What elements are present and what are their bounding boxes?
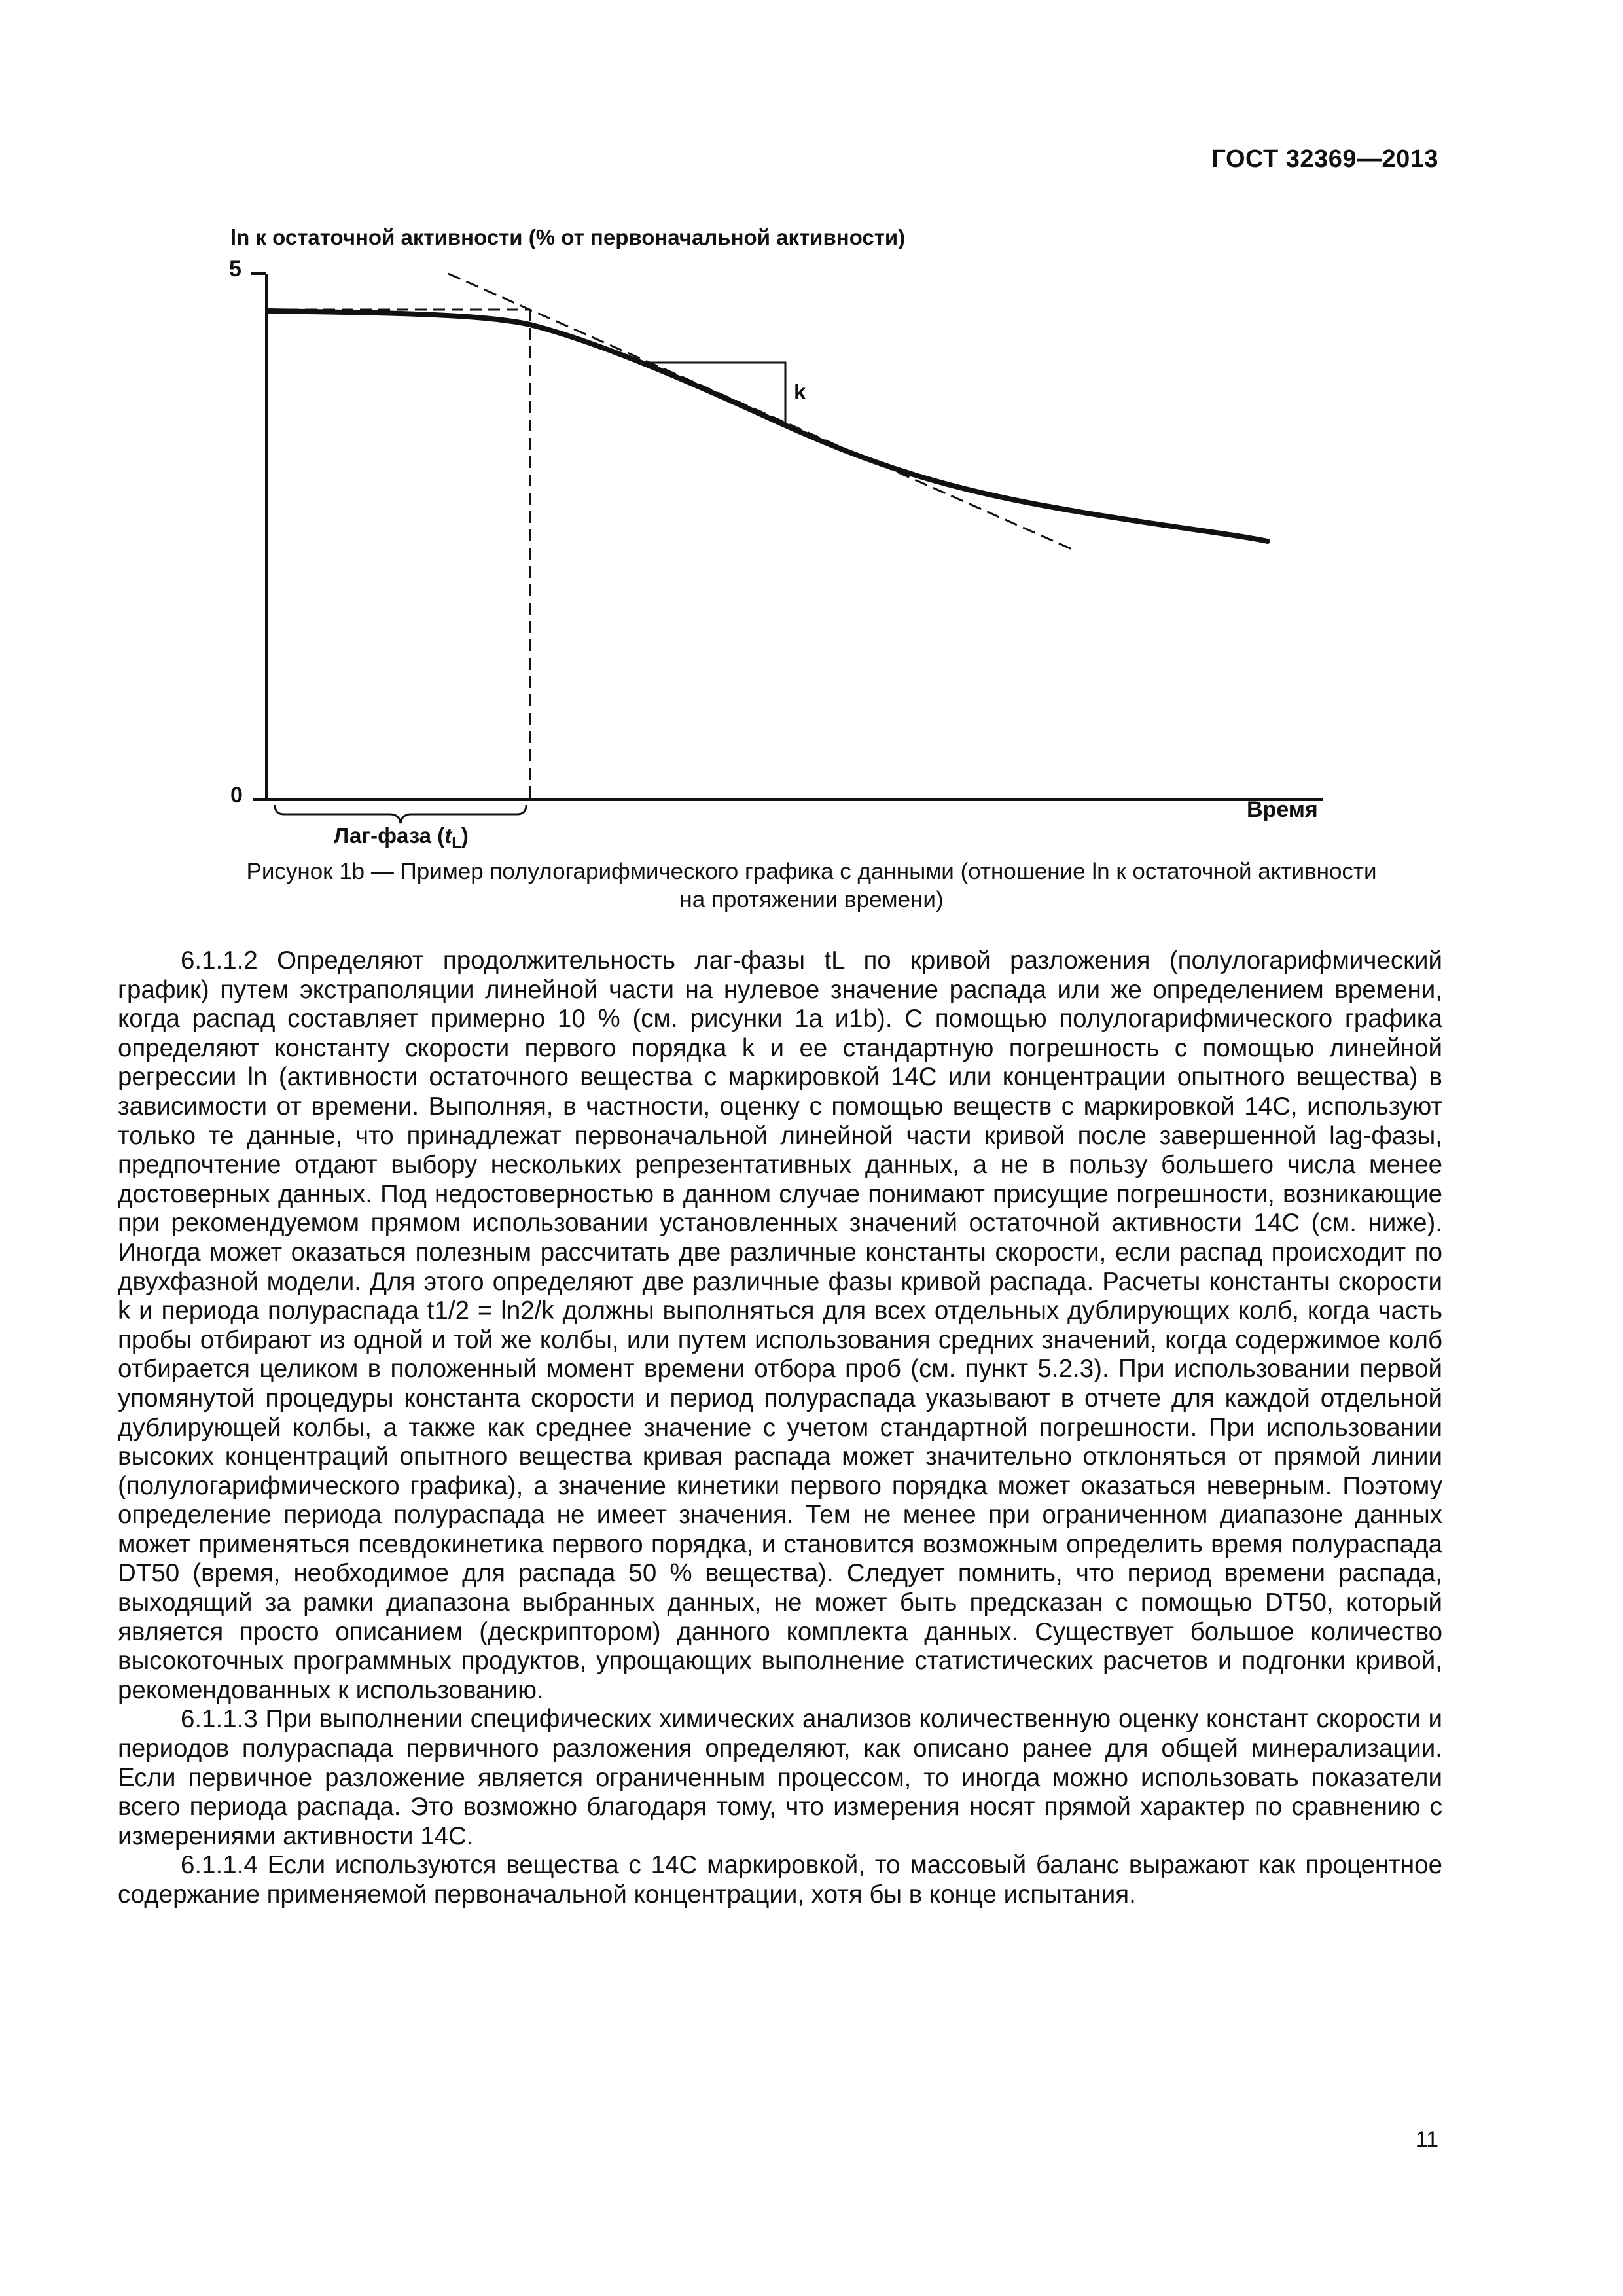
y-axis-title: ln к остаточной активности (% от первоначальной активности) [230,225,906,249]
paragraph-6-1-1-3: 6.1.1.3 При выполнении специфических химических анализов количественную оценку констант скорости и периодов полураспада первичного разложения определяют, как описано ранее для общей минерализации. Если первичное разложение является ограниченным процессом, то иногда можно использовать показатели всего периода распада. Это возможно благодаря тому, что измерения носят прямой характер по сравнению с измерениями активности 14С. [118,1705,1442,1850]
figure-caption [118,857,1505,914]
lag-symbol: t [444,823,452,848]
document-header: ГОСТ 32369—2013 [1211,145,1438,173]
y-axis-max-label: 5 [229,257,241,281]
lag-phase-bracket [275,805,526,823]
figure-1b [0,0,1623,916]
body-text [118,946,1442,1910]
semilog-plot [0,0,1623,916]
lag-subscript: L [452,834,461,852]
lag-label-close: ) [461,823,469,848]
y-axis-min-label: 0 [230,783,243,808]
caption-line-1: Рисунок 1b — Пример полулогарифмического графика с данными (отношение ln к остаточной активности [246,859,1377,884]
paragraph-6-1-1-2: 6.1.1.2 Определяют продолжительность лаг-фазы tL по кривой разложения (полулогарифмический график) путем экстраполяции линейной части на нулевое значение распада или же определением времени, когда распад составляет примерно 10 % (см. рисунки 1а и1b). С помощью полулогарифмического графика определяют константу скорости первого порядка k и ее стандартную погрешность с помощью линейной регрессии ln (активности остаточного вещества с маркировкой 14С или концентрации опытного вещества) в зависимости от времени. Выполняя, в частности, оценку с помощью веществ с маркировкой 14С, используют только те данные, что принадлежат первоначальной линейной части кривой после завершенной lag-фазы, предпочтение отдают выбору нескольких репрезентативных данных, а не в пользу большего числа менее достоверных данных. Под недостоверностью в данном случае понимают присущие погрешности, возникающие при рекомендуемом прямом использовании установленных значений остаточной активности 14С (см. ниже). Иногда может оказаться полезным рассчитать две различные константы скорости, если распад происходит по двухфазной модели. Для этого определяют две различные фазы кривой распада. Расчеты константы скорости k и периода полураспада t1/2 = ln2/k должны выполняться для всех отдельных дублирующих колб, когда часть пробы отбирают из одной и той же колбы, или путем использования средних значений, когда содержимое колб отбирается целиком в положенный момент времени отбора проб (см. пункт 5.2.3). При использовании первой упомянутой процедуры константа скорости и период полураспада указывают в отчете для каждой отдельной дублирующей колбы, а также как среднее значение с учетом стандартной погрешности. При использовании высоких концентраций опытного вещества кривая распада может значительно отклоняться от прямой линии (полулогарифмического графика), а значение кинетики первого порядка может оказаться неверным. Поэтому определение периода полураспада не имеет значения. Тем не менее при ограниченном диапазоне данных может применяться псевдокинетика первого порядка, и становится возможным определить время полураспада DT50 (время, необходимое для распада 50 % вещества). Следует помнить, что период времени распада, выходящий за рамки диапазона выбранных данных, не может быть предсказан с помощью DT50, который является просто описанием (дескриптором) данного комплекта данных. Существует большое количество высокоточных программных продуктов, упрощающих выполнение статистических расчетов и подгонки кривой, рекомендованных к использованию. [118,946,1442,1704]
paragraph-6-1-1-4: 6.1.1.4 Если используются вещества с 14С маркировкой, то массовый баланс выражают как процентное содержание применяемой первоначальной концентрации, хотя бы в конце испытания. [118,1851,1442,1909]
decay-curve [268,311,1268,541]
lag-phase-label [334,823,469,853]
lag-label-text: Лаг-фаза ( [334,823,445,848]
caption-line-2: на протяжении времени) [679,887,944,912]
x-axis-title: Время [1247,797,1318,822]
slope-label: k [794,380,806,404]
page-number: 11 [1415,2127,1438,2152]
